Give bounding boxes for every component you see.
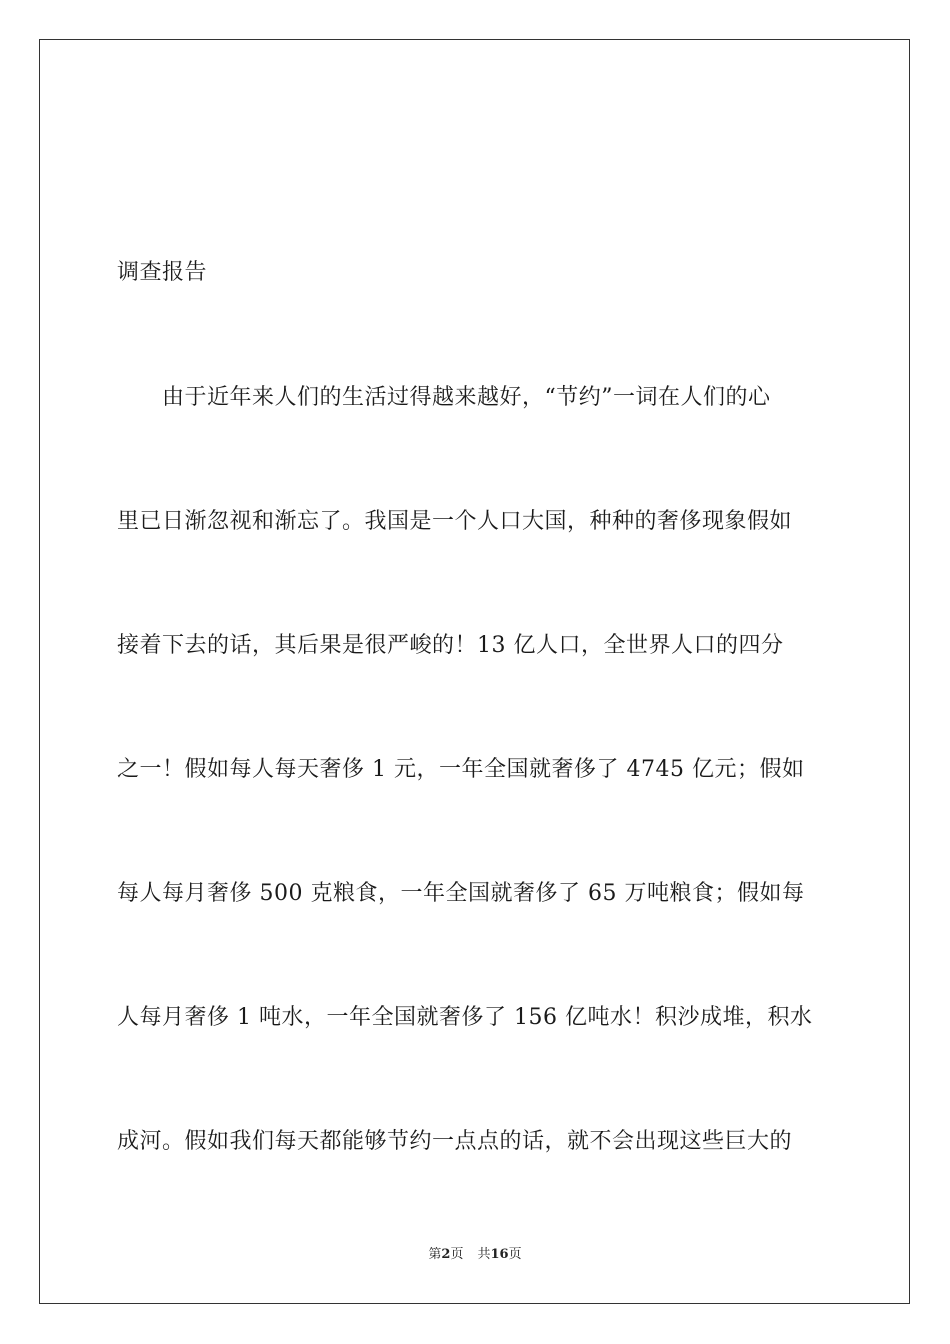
- paragraph-line-5: 每人每月奢侈 500 克粮食，一年全国就奢侈了 65 万吨粮食；假如每: [117, 881, 805, 906]
- paragraph-line-2: 里已日渐忽视和渐忘了。我国是一个人口大国，种种的奢侈现象假如: [117, 509, 793, 534]
- paragraph-line-7: 成河。假如我们每天都能够节约一点点的话，就不会出现这些巨大的: [117, 1129, 793, 1154]
- total-label-prefix: 共: [477, 1247, 491, 1262]
- paragraph-line-6: 人每月奢侈 1 吨水，一年全国就奢侈了 156 亿吨水！积沙成堆，积水: [117, 1005, 813, 1030]
- page-number: 2: [441, 1247, 451, 1262]
- paragraph-line-3: 接着下去的话，其后果是很严峻的！13 亿人口，全世界人口的四分: [117, 633, 784, 658]
- page-label-suffix: 页: [450, 1247, 464, 1262]
- document-heading: 调查报告: [117, 260, 208, 285]
- paragraph-line-1: 由于近年来人们的生活过得越来越好，“节约”一词在人们的心: [117, 385, 771, 410]
- page-border: [39, 39, 910, 1304]
- page-footer: [0, 1246, 950, 1264]
- page-label-prefix: 第: [428, 1247, 442, 1262]
- paragraph-line-4: 之一！假如每人每天奢侈 1 元，一年全国就奢侈了 4745 亿元；假如: [117, 757, 805, 782]
- total-pages: 16: [490, 1247, 509, 1262]
- total-label-suffix: 页: [508, 1247, 522, 1262]
